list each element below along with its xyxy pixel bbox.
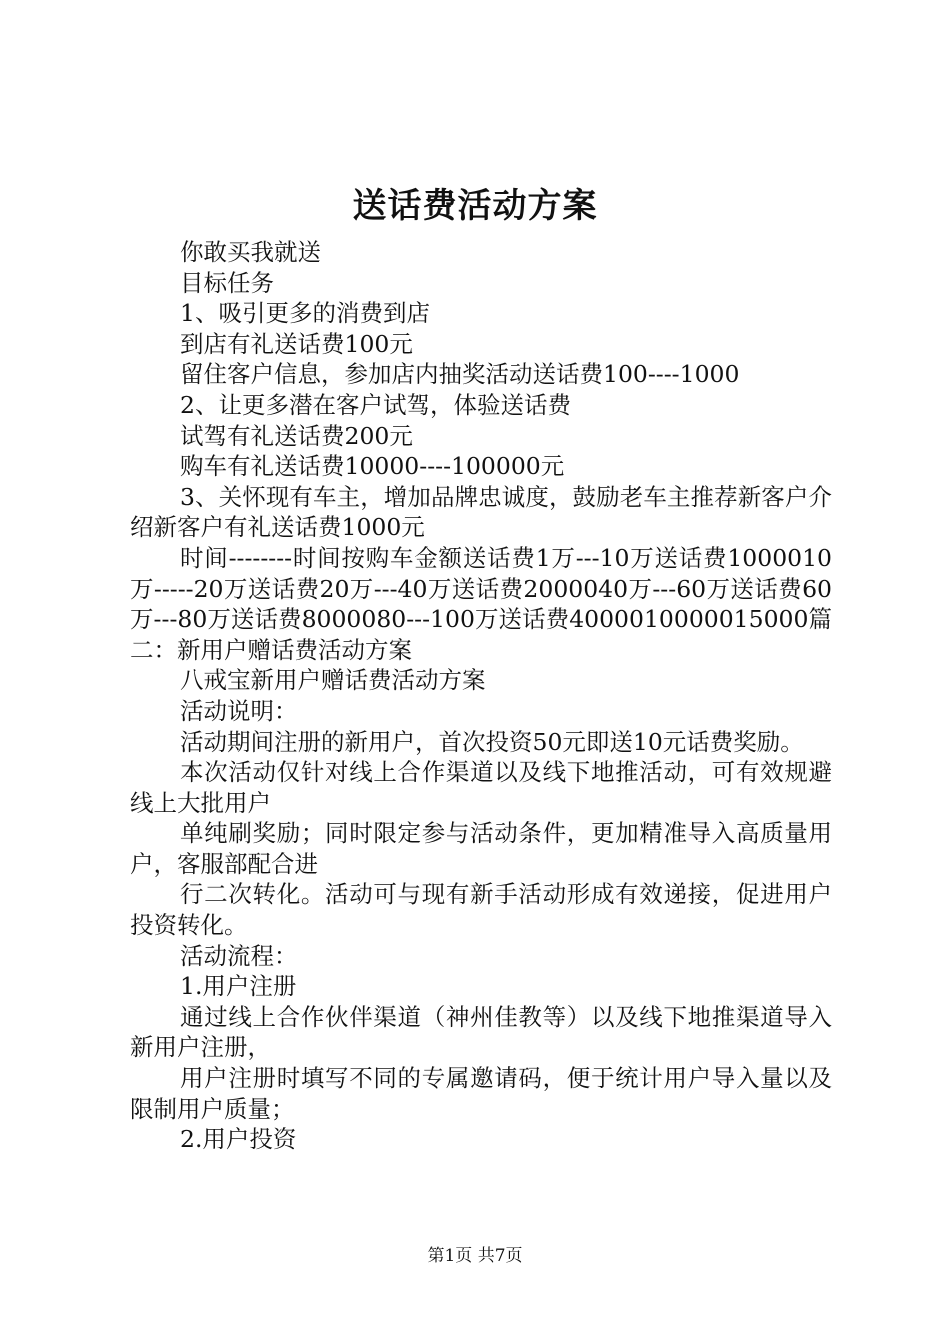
paragraph: 1、吸引更多的消费到店 <box>180 299 430 328</box>
paragraph: 购车有礼送话费10000----100000元 <box>180 452 565 481</box>
paragraph: 1.用户注册 <box>180 972 297 1001</box>
document-title: 送话费活动方案 <box>352 186 598 226</box>
paragraph: 单纯刷奖励；同时限定参与活动条件，更加精准导入高质量用户，客服部配合进 <box>130 819 832 878</box>
paragraph: 3、关怀现有车主，增加品牌忠诚度，鼓励老车主推荐新客户介绍新客户有礼送话费1000元 <box>130 482 832 542</box>
paragraph: 目标任务 <box>180 268 274 297</box>
paragraph: 活动流程： <box>180 941 298 970</box>
paragraph: 试驾有礼送话费200元 <box>180 421 413 450</box>
paragraph: 留住客户信息，参加店内抽奖活动送话费100----1000 <box>180 360 740 389</box>
page-number-footer: 第1页 共7页 <box>427 1246 523 1266</box>
paragraph: 通过线上合作伙伴渠道（神州佳教等）以及线下地推渠道导入新用户注册， <box>130 1002 832 1062</box>
paragraph: 2、让更多潜在客户试驾，体验送话费 <box>180 390 571 419</box>
paragraph: 本次活动仅针对线上合作渠道以及线下地推活动，可有效规避线上大批用户 <box>130 758 832 817</box>
paragraph: 你敢买我就送 <box>180 238 321 266</box>
paragraph: 活动说明： <box>180 696 298 725</box>
paragraph: 行二次转化。活动可与现有新手活动形成有效递接，促进用户投资转化。 <box>130 880 832 940</box>
paragraph: 到店有礼送话费100元 <box>180 329 413 358</box>
paragraph: 时间--------时间按购车金额送话费1万---10万送话费1000010万-----20万送话费20万---40万送话费2000040万---60万送话费60万---80万送话费8000080---100万送话费4000010000015000篇二：新用户赠话费活动方案 <box>130 543 832 664</box>
paragraph: 八戒宝新用户赠话费活动方案 <box>180 666 486 695</box>
paragraph: 2.用户投资 <box>180 1125 297 1154</box>
document-body <box>130 237 832 1155</box>
paragraph: 活动期间注册的新用户，首次投资50元即送10元话费奖励。 <box>180 727 804 756</box>
paragraph: 用户注册时填写不同的专属邀请码，便于统计用户导入量以及限制用户质量； <box>130 1064 832 1123</box>
